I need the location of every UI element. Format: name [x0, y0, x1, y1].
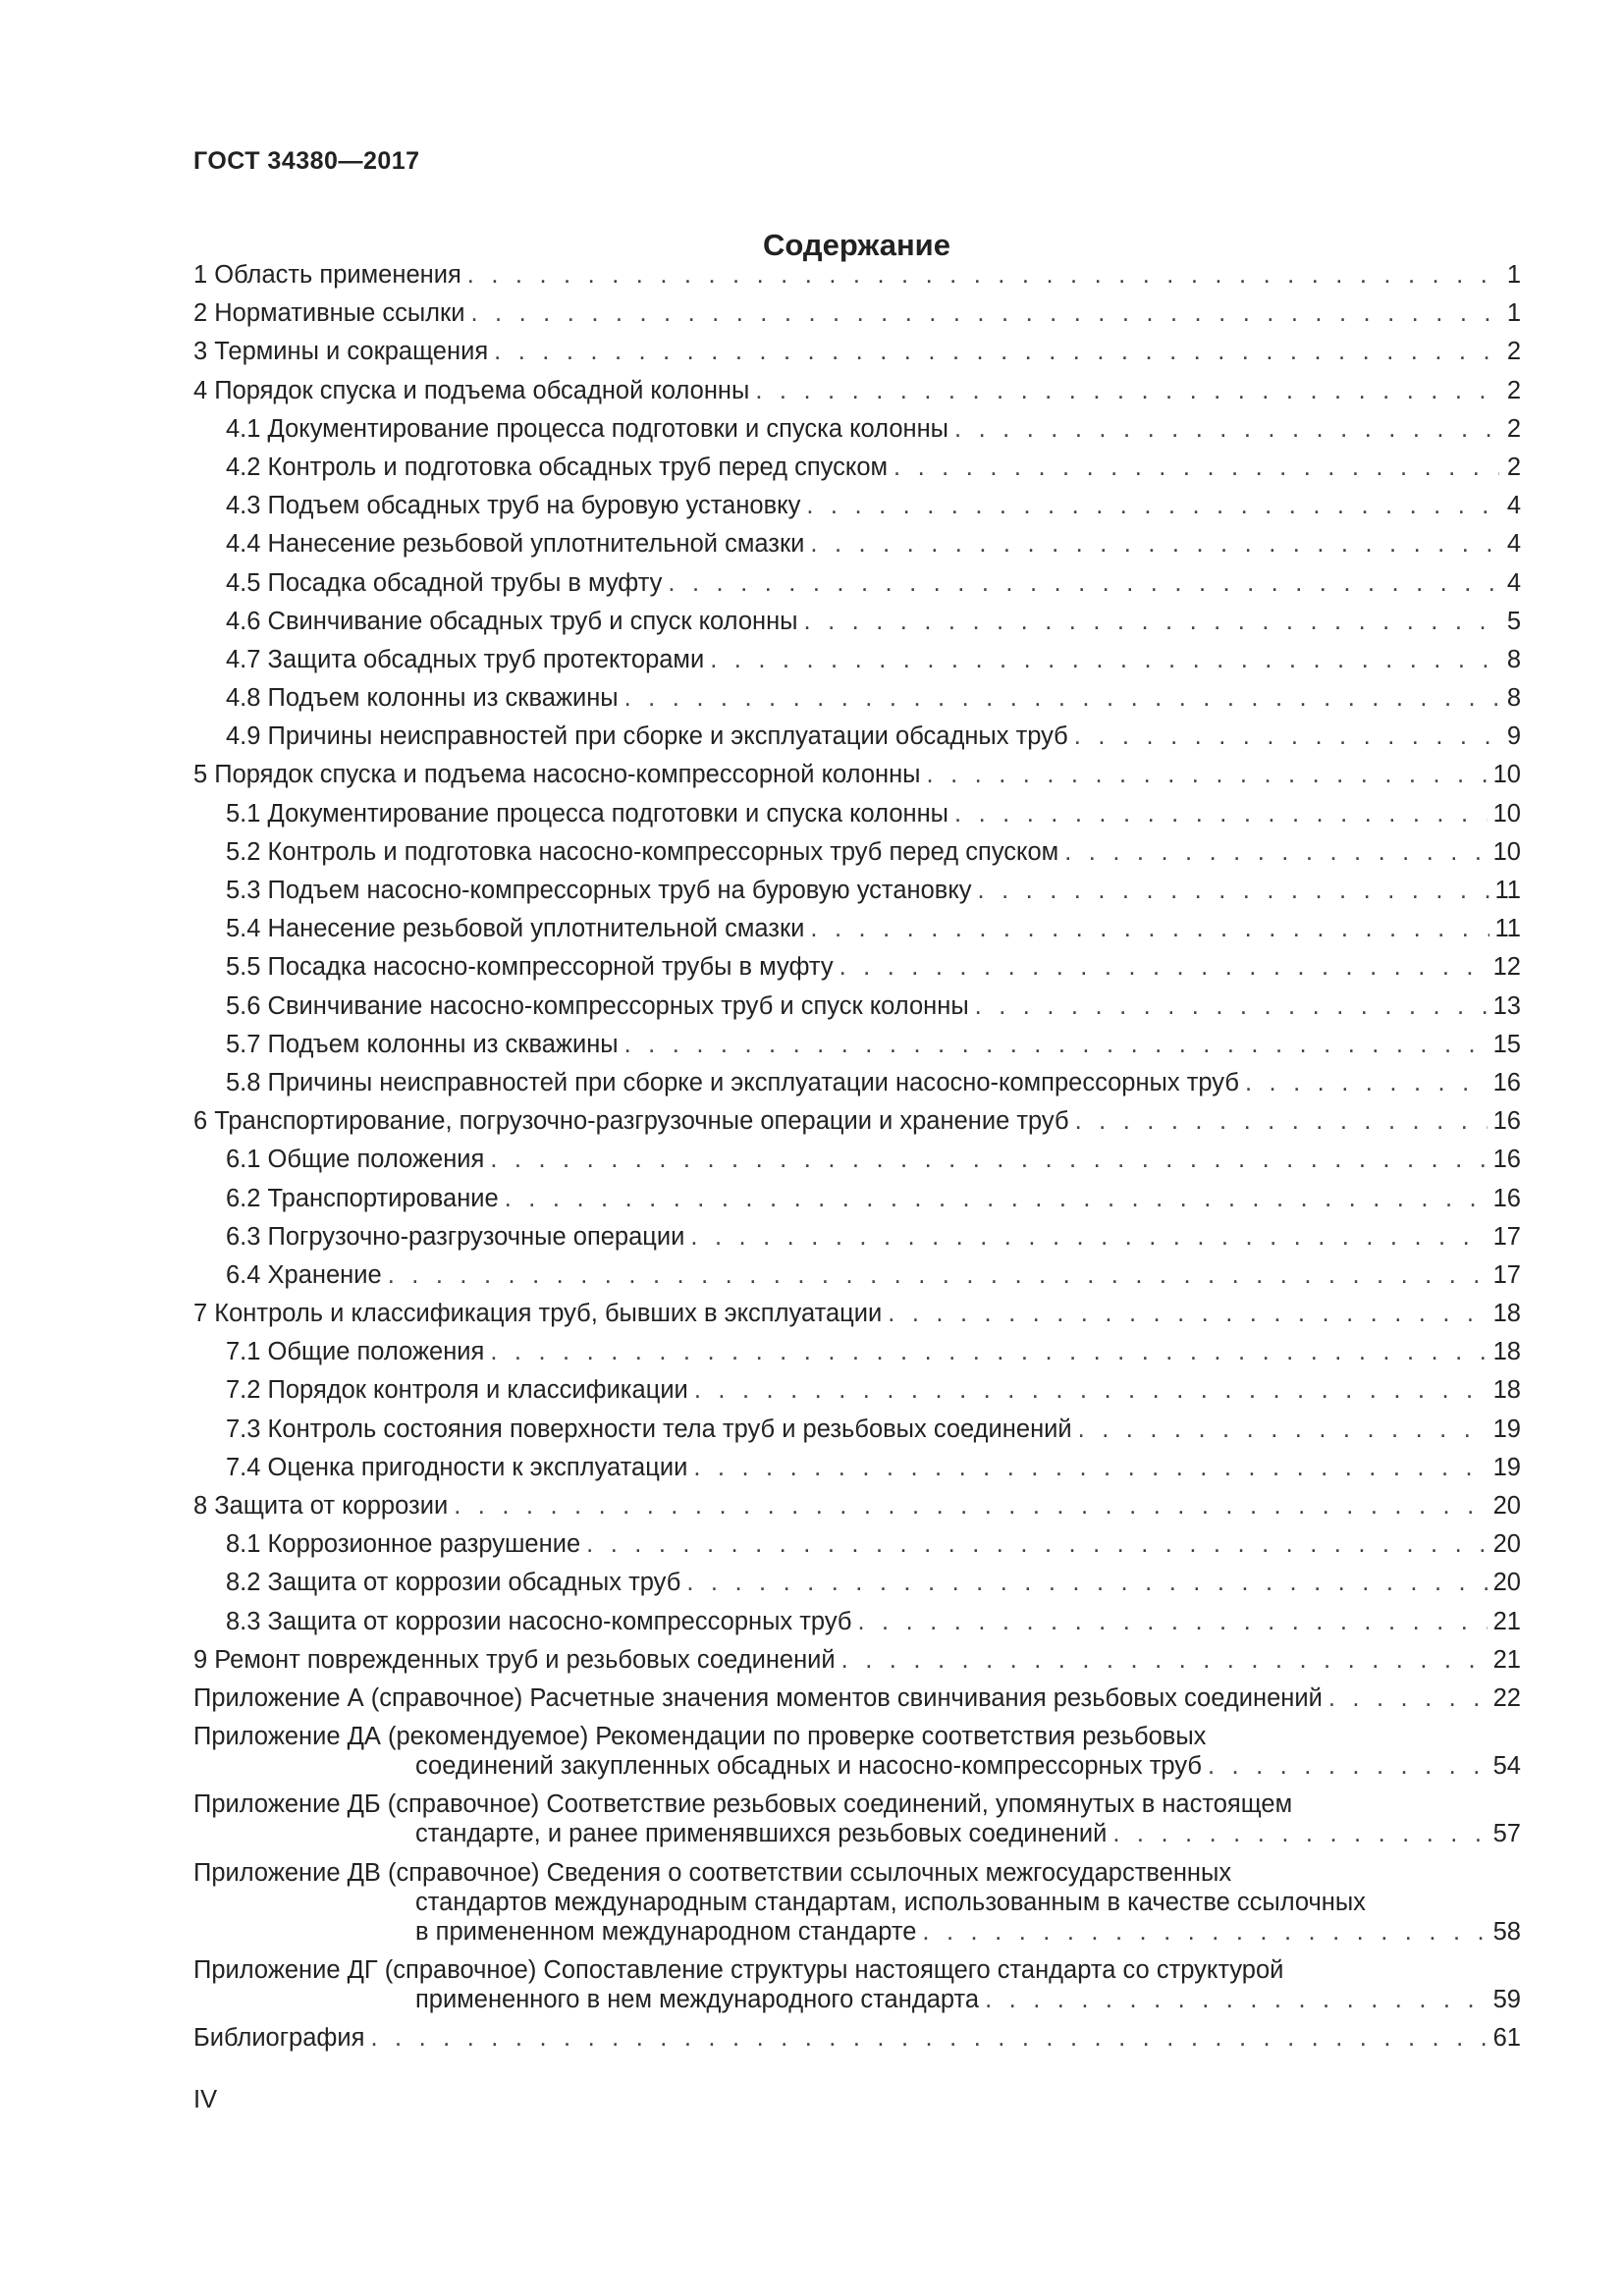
toc-entry-page: 20: [1492, 1530, 1521, 1559]
toc-entry[interactable]: [193, 1491, 1521, 1521]
toc-entry-page: 4: [1506, 492, 1521, 520]
toc-entry-label: 6 Транспортирование, погрузочно-разгрузочные операции и хранение труб: [193, 1107, 1069, 1136]
toc-appendix-line: [193, 1819, 1521, 1848]
toc-entry[interactable]: [193, 1222, 1521, 1252]
toc-leader-dots: [810, 529, 1499, 559]
toc-leader-dots: [668, 568, 1499, 598]
toc-leader-dots: [975, 991, 1488, 1021]
toc-entry-label: 5.6 Свинчивание насосно-компрессорных труб и спуск колонны: [226, 991, 969, 1020]
toc-entry[interactable]: [193, 414, 1521, 444]
toc-leader-dots: [388, 1260, 1488, 1290]
toc-entry-label: 4.5 Посадка обсадной трубы в муфту: [226, 568, 663, 597]
toc-entry-page: 18: [1492, 1376, 1521, 1405]
toc-entry[interactable]: [193, 1030, 1521, 1059]
toc-entry-page: 19: [1492, 1453, 1521, 1481]
toc-entry-page: 15: [1492, 1030, 1521, 1058]
toc-entry[interactable]: [193, 914, 1521, 943]
toc-entry-page: 17: [1492, 1222, 1521, 1251]
toc-appendix-line: [193, 1789, 1521, 1819]
toc-entry-label: 5.5 Посадка насосно-компрессорной трубы в муфту: [226, 953, 834, 982]
toc-leader-dots: [806, 491, 1499, 520]
toc-entry-label: 7.4 Оценка пригодности к эксплуатации: [226, 1453, 688, 1481]
toc-entry[interactable]: [193, 1453, 1521, 1482]
toc-entry-label: примененного в нем международного стандарта: [415, 1985, 980, 2013]
toc-entry[interactable]: [193, 799, 1521, 828]
toc-entry-label: 5.8 Причины неисправностей при сборке и эксплуатации насосно-компрессорных труб: [226, 1068, 1239, 1096]
toc-entry[interactable]: [193, 1337, 1521, 1366]
toc-entry[interactable]: [193, 1299, 1521, 1328]
toc-entry-label: стандарте, и ранее применявшихся резьбовых соединений: [415, 1820, 1108, 1848]
toc-leader-dots: [490, 1337, 1487, 1366]
page-number: IV: [193, 2086, 218, 2113]
toc-leader-dots: [1074, 721, 1499, 751]
toc-leader-dots: [1078, 1415, 1488, 1444]
toc-leader-dots: [370, 2023, 1487, 2053]
toc-entry-page: 11: [1494, 877, 1521, 904]
toc-entry[interactable]: [193, 491, 1521, 520]
toc-leader-dots: [978, 876, 1489, 905]
toc-entry-label: 1 Область применения: [193, 261, 461, 289]
toc-leader-dots: [690, 1222, 1487, 1252]
toc-appendix-line: [193, 1955, 1521, 1985]
toc-entry-page: 5: [1506, 607, 1521, 635]
toc-entry-label: стандартов международным стандартам, использованным в качестве ссылочных: [415, 1888, 1366, 1916]
toc-entry-page: 11: [1494, 915, 1521, 943]
toc-entry-label: 8.2 Защита от коррозии обсадных труб: [226, 1569, 681, 1597]
toc-leader-dots: [624, 1030, 1488, 1059]
toc-leader-dots: [586, 1529, 1488, 1559]
toc-entry-label: соединений закупленных обсадных и насосно-компрессорных труб: [415, 1752, 1202, 1781]
toc-appendix-entry[interactable]: [193, 1722, 1521, 1781]
table-of-contents: [193, 260, 1521, 2061]
toc-entry[interactable]: [193, 1529, 1521, 1559]
toc-leader-dots: [494, 337, 1499, 366]
toc-entry[interactable]: [193, 645, 1521, 674]
toc-entry-label: Приложение ДГ (справочное) Сопоставление структуры настоящего стандарта со структурой: [193, 1955, 1284, 1984]
toc-entry-page: 16: [1492, 1146, 1521, 1174]
toc-entry[interactable]: [193, 1607, 1521, 1636]
toc-leader-dots: [1328, 1683, 1488, 1713]
toc-entry-label: 4.3 Подъем обсадных труб на буровую установку: [226, 492, 801, 520]
toc-appendix-entry[interactable]: [193, 1955, 1521, 2014]
toc-entry[interactable]: [193, 529, 1521, 559]
toc-entry-page: 1: [1506, 299, 1521, 328]
toc-appendix-entry[interactable]: [193, 1789, 1521, 1848]
toc-entry-label: 3 Термины и сокращения: [193, 338, 489, 366]
toc-entry[interactable]: [193, 1068, 1521, 1097]
toc-entry-label: Приложение А (справочное) Расчетные значения моментов свинчивания резьбовых соединений: [193, 1683, 1323, 1712]
toc-leader-dots: [1208, 1751, 1488, 1781]
toc-leader-dots: [841, 1645, 1488, 1675]
toc-leader-dots: [693, 1453, 1487, 1482]
toc-entry-label: 6.4 Хранение: [226, 1260, 382, 1289]
toc-entry-label: 7 Контроль и классификация труб, бывших в эксплуатации: [193, 1300, 883, 1328]
toc-entry-label: 6.1 Общие положения: [226, 1146, 485, 1174]
toc-entry[interactable]: [193, 991, 1521, 1021]
toc-entry[interactable]: [193, 376, 1521, 405]
toc-appendix-line: [193, 1985, 1521, 2014]
toc-entry-page: 2: [1506, 376, 1521, 404]
toc-entry-label: Приложение ДА (рекомендуемое) Рекомендации по проверке соответствия резьбовых: [193, 1723, 1207, 1751]
toc-entry-label: 4.7 Защита обсадных труб протекторами: [226, 645, 705, 673]
toc-leader-dots: [694, 1375, 1488, 1405]
toc-appendix-line: [193, 1917, 1521, 1947]
toc-entry-page: 18: [1492, 1300, 1521, 1328]
toc-entry-label: 4.9 Причины неисправностей при сборке и эксплуатации обсадных труб: [226, 722, 1068, 751]
toc-entry-page: 22: [1492, 1683, 1521, 1712]
toc-leader-dots: [985, 1985, 1488, 2014]
toc-leader-dots: [1245, 1068, 1488, 1097]
toc-appendix-line: [193, 1888, 1521, 1917]
toc-entry-page: 18: [1492, 1338, 1521, 1366]
toc-entry-label: 7.1 Общие положения: [226, 1338, 485, 1366]
toc-entry[interactable]: [193, 607, 1521, 636]
toc-entry[interactable]: [193, 260, 1521, 290]
toc-entry-label: 4.6 Свинчивание обсадных труб и спуск колонны: [226, 607, 798, 635]
toc-entry-page: 16: [1492, 1184, 1521, 1212]
toc-entry[interactable]: [193, 683, 1521, 713]
toc-entry-page: 17: [1492, 1260, 1521, 1289]
toc-entry-page: 2: [1506, 453, 1521, 481]
toc-leader-dots: [927, 760, 1488, 789]
toc-entry-page: 10: [1492, 761, 1521, 789]
toc-entry-label: в примененном международном стандарте: [415, 1917, 917, 1946]
toc-entry-label: 7.3 Контроль состояния поверхности тела труб и резьбовых соединений: [226, 1415, 1072, 1443]
toc-entry-page: 4: [1506, 568, 1521, 597]
toc-entry-page: 59: [1492, 1985, 1521, 2013]
toc-leader-dots: [954, 799, 1488, 828]
toc-leader-dots: [804, 607, 1500, 636]
toc-leader-dots: [857, 1607, 1487, 1636]
toc-entry-page: 20: [1492, 1569, 1521, 1597]
toc-entry[interactable]: [193, 952, 1521, 982]
toc-entry-page: 8: [1506, 684, 1521, 713]
toc-leader-dots: [470, 298, 1499, 328]
toc-entry[interactable]: [193, 568, 1521, 598]
toc-entry-page: 19: [1492, 1415, 1521, 1443]
toc-leader-dots: [1112, 1819, 1487, 1848]
toc-entry-label: 8 Защита от коррозии: [193, 1492, 449, 1520]
toc-entry[interactable]: [193, 1145, 1521, 1174]
toc-entry-label: 5.4 Нанесение резьбовой уплотнительной смазки: [226, 915, 805, 943]
toc-entry-page: 21: [1492, 1607, 1521, 1635]
toc-leader-dots: [755, 376, 1499, 405]
toc-entry[interactable]: [193, 1106, 1521, 1136]
toc-entry[interactable]: [193, 453, 1521, 482]
toc-entry-page: 12: [1492, 953, 1521, 982]
toc-leader-dots: [1064, 837, 1487, 867]
toc-entry-page: 21: [1492, 1645, 1521, 1674]
toc-entry[interactable]: [193, 298, 1521, 328]
toc-entry[interactable]: [193, 337, 1521, 366]
toc-entry-page: 58: [1492, 1917, 1521, 1946]
toc-entry-page: 10: [1492, 837, 1521, 866]
toc-entry-label: 4 Порядок спуска и подъема обсадной колонны: [193, 376, 750, 404]
toc-entry-label: 8.3 Защита от коррозии насосно-компрессорных труб: [226, 1607, 852, 1635]
toc-entry-label: 9 Ремонт поврежденных труб и резьбовых соединений: [193, 1645, 836, 1674]
toc-leader-dots: [810, 914, 1489, 943]
toc-entry-label: 8.1 Коррозионное разрушение: [226, 1530, 581, 1559]
toc-leader-dots: [505, 1184, 1488, 1213]
toc-entry-label: 5.1 Документирование процесса подготовки и спуска колонны: [226, 799, 949, 828]
toc-entry-label: 4.1 Документирование процесса подготовки и спуска колонны: [226, 414, 949, 443]
toc-entry[interactable]: [193, 760, 1521, 789]
toc-entry-page: 2: [1506, 338, 1521, 366]
toc-entry-page: 4: [1506, 530, 1521, 559]
toc-entry-label: 4.8 Подъем колонны из скважины: [226, 684, 619, 713]
toc-entry-page: 57: [1492, 1820, 1521, 1848]
toc-entry-page: 54: [1492, 1752, 1521, 1781]
toc-entry[interactable]: [193, 1184, 1521, 1213]
toc-entry-label: Приложение ДБ (справочное) Соответствие резьбовых соединений, упомянутых в настоящем: [193, 1790, 1293, 1819]
toc-entry[interactable]: [193, 1683, 1521, 1713]
toc-appendix-entry[interactable]: [193, 1858, 1521, 1947]
standard-header: ГОСТ 34380—2017: [193, 147, 420, 175]
toc-entry-label: 4.2 Контроль и подготовка обсадных труб перед спуском: [226, 453, 889, 481]
toc-entry-page: 20: [1492, 1492, 1521, 1520]
toc-entry-label: 6.3 Погрузочно-разгрузочные операции: [226, 1222, 685, 1251]
toc-appendix-line: [193, 1722, 1521, 1751]
toc-appendix-line: [193, 1751, 1521, 1781]
toc-leader-dots: [467, 260, 1499, 290]
toc-leader-dots: [954, 414, 1499, 444]
toc-entry-page: 2: [1506, 414, 1521, 443]
toc-entry-label: 4.4 Нанесение резьбовой уплотнительной смазки: [226, 530, 805, 559]
toc-entry-label: 2 Нормативные ссылки: [193, 299, 465, 328]
toc-leader-dots: [839, 952, 1488, 982]
toc-leader-dots: [888, 1299, 1487, 1328]
toc-entry-label: Приложение ДВ (справочное) Сведения о соответствии ссылочных межгосударственных: [193, 1858, 1232, 1887]
toc-entry-page: 16: [1492, 1107, 1521, 1136]
toc-appendices: [193, 1722, 1521, 2014]
toc-entry[interactable]: [193, 1375, 1521, 1405]
toc-entry[interactable]: [193, 876, 1521, 905]
toc-entry-label: 6.2 Транспортирование: [226, 1184, 499, 1212]
toc-entry-page: 16: [1492, 1068, 1521, 1096]
toc-entry-bibliography[interactable]: [193, 2023, 1521, 2053]
toc-leader-dots: [922, 1917, 1487, 1947]
toc-leader-dots: [893, 453, 1499, 482]
toc-entry[interactable]: [193, 837, 1521, 867]
toc-title: Содержание: [763, 228, 950, 262]
toc-entry[interactable]: [193, 1260, 1521, 1290]
toc-entry[interactable]: [193, 1645, 1521, 1675]
toc-entry[interactable]: [193, 1415, 1521, 1444]
toc-entry-page: 10: [1492, 799, 1521, 828]
toc-entry-label: 5.2 Контроль и подготовка насосно-компрессорных труб перед спуском: [226, 837, 1059, 866]
toc-entry-page: 9: [1506, 722, 1521, 751]
toc-leader-dots: [624, 683, 1499, 713]
toc-leader-dots: [454, 1491, 1487, 1521]
toc-leader-dots: [490, 1145, 1487, 1174]
toc-entry[interactable]: [193, 721, 1521, 751]
toc-leader-dots: [710, 645, 1499, 674]
toc-leader-dots: [1075, 1106, 1488, 1136]
toc-leader-dots: [686, 1568, 1487, 1597]
toc-entry[interactable]: [193, 1568, 1521, 1597]
toc-entry-page: 8: [1506, 645, 1521, 673]
toc-entry-page: 13: [1492, 991, 1521, 1020]
toc-entry-label: Библиография: [193, 2023, 365, 2052]
toc-entries: [193, 260, 1521, 1713]
toc-entry-page: 1: [1506, 261, 1521, 289]
toc-entry-page: 61: [1492, 2023, 1521, 2052]
toc-entry-label: 5 Порядок спуска и подъема насосно-компрессорной колонны: [193, 761, 921, 789]
toc-entry-label: 5.3 Подъем насосно-компрессорных труб на буровую установку: [226, 877, 972, 904]
toc-appendix-line: [193, 1858, 1521, 1888]
toc-entry-label: 5.7 Подъем колонны из скважины: [226, 1030, 619, 1058]
toc-entry-label: 7.2 Порядок контроля и классификации: [226, 1376, 688, 1405]
